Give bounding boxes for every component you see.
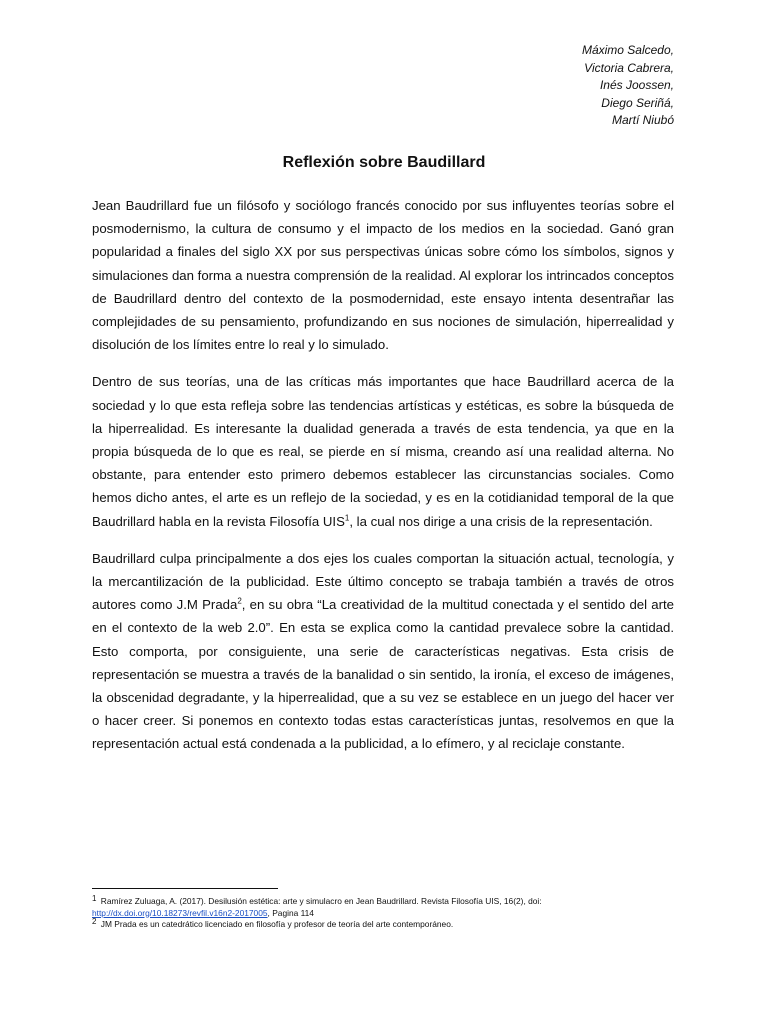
footnote-number: 2	[92, 917, 97, 926]
footnote-page: , Pagina 114	[267, 907, 314, 918]
footnote-divider	[92, 888, 278, 889]
paragraph-intro: Jean Baudrillard fue un filósofo y sociólogo francés conocido por sus influyentes teorías sobre el posmodernismo, la cultura de consumo y el impacto de los medios en la sociedad. Ganó gran popularidad a finales del siglo XX por sus perspectivas únicas sobre cómo los símbolos, signos y simulaciones dan forma a nuestra comprensión de la realidad. Al explorar los intrincados conceptos de Baudrillard dentro del contexto de la posmodernidad, este ensayo intenta desentrañar las complejidades de su pensamiento, profundizando en sus nociones de simulación, hiperrealidad y disolución de los límites entre lo real y lo simulado.	[92, 198, 674, 353]
author-name: Martí Niubó	[611, 113, 674, 127]
paragraph-publicity	[92, 547, 674, 756]
paragraph-text: Baudrillard culpa principalmente a dos ejes los cuales comportan la situación actual, tecnología, y la mercantilización de la publicidad. Este último concepto se trabaja también a través de otros autores como J.M Prada	[92, 550, 674, 613]
footnote-1	[92, 896, 692, 919]
footnote-text: JM Prada es un catedrático licenciado en filosofía y profesor de teoría del arte contemporáneo.	[100, 919, 454, 929]
author-name: Inés Joossen,	[599, 78, 674, 92]
paragraph-text: , en su obra “La creatividad de la multitud conectada y el sentido del arte en el contexto de la web 2.0”. En esta se explica como la cantidad prevalece sobre la cantidad. Esto comporta, por consiguiente, una serie de características negativas. Esta crisis de representación se muestra a través de la banalidad o sin sentido, la ironía, el exceso de imágenes, la obscenidad degradante, y la hiperrealidad, que a su vez se establece en un juego del hacer ver o hacer creer. Si ponemos en contexto todas estas características juntas, resolvemos en que la representación actual está condenada a la publicidad, a lo efímero, y al reciclaje constante.	[92, 597, 674, 752]
footnote-ref-1[interactable]: 1	[344, 513, 350, 523]
doi-link[interactable]: http://dx.doi.org/10.18273/revfil.v16n2-2017005	[92, 907, 268, 918]
author-list	[582, 42, 674, 130]
paragraph-text: Dentro de sus teorías, una de las críticas más importantes que hace Baudrillard acerca de la sociedad y lo que esta refleja sobre las tendencias artísticas y estéticas, es sobre la búsqueda de la hiperrealidad. Es interesante la dualidad generada a través de esta tendencia, ya que en la propia búsqueda de lo que es real, se pierde en sí misma, creando así una realidad alterna. No obstante, para entender esto primero debemos establecer las circunstancias sociales. Como hemos dicho antes, el arte es un reflejo de la sociedad, y es en la cotidianidad temporal de la que Baudrillard habla en la revista Filosofía UIS	[92, 374, 674, 529]
footnote-text: Ramírez Zuluaga, A. (2017). Desilusión estética: arte y simulacro en Jean Baudrillard. Revista Filosofía UIS, 16(2), doi:	[100, 896, 542, 906]
author-name: Diego Seriñá,	[601, 95, 674, 110]
footnotes	[92, 896, 692, 931]
paragraph-hyperreality	[92, 370, 674, 532]
footnote-ref-2[interactable]: 2	[237, 596, 242, 606]
footnote-2	[92, 919, 692, 931]
document-title: Reflexión sobre Baudillard	[282, 154, 486, 171]
paragraph-text: , la cual nos dirige a una crisis de la representación.	[349, 513, 653, 529]
footnote-number: 1	[92, 894, 97, 903]
essay-body	[92, 194, 674, 770]
author-name: Máximo Salcedo,	[581, 43, 674, 57]
author-name: Victoria Cabrera,	[584, 60, 674, 75]
